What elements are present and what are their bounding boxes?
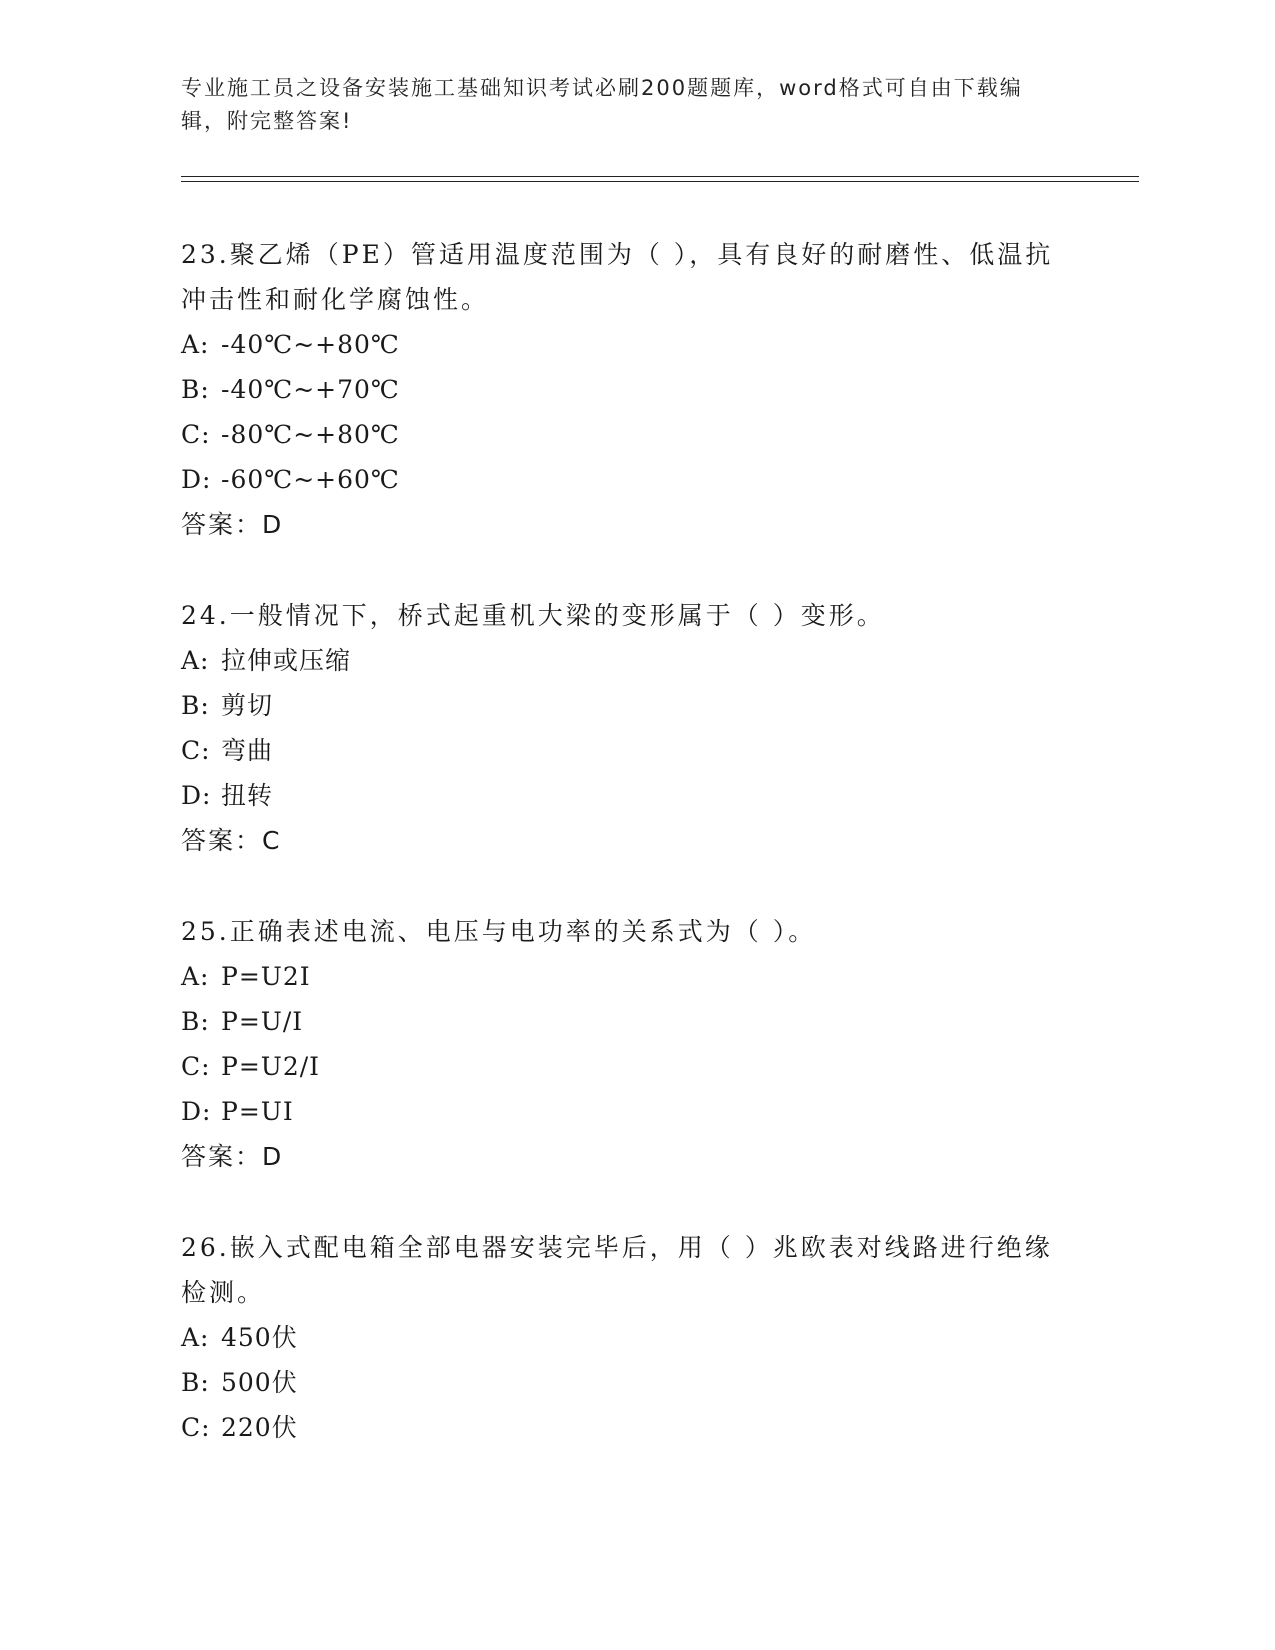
- answer-line: 答案：C: [181, 826, 282, 855]
- question-stem: 25.正确表述电流、电压与电功率的关系式为（ ）。: [181, 917, 817, 946]
- option-letter: A:: [181, 1323, 210, 1352]
- option-text: P=U2/I: [221, 1052, 321, 1081]
- option-b: [181, 367, 1061, 412]
- option-letter: C:: [181, 1413, 211, 1442]
- header-rule-bottom: [181, 181, 1139, 182]
- option-letter: D:: [181, 781, 212, 810]
- option-b: [181, 1360, 1061, 1405]
- option-text: -40℃~+70℃: [221, 375, 400, 404]
- question-26: [181, 1225, 1061, 1450]
- question-stem: 24.一般情况下，桥式起重机大梁的变形属于（ ）变形。: [181, 601, 885, 630]
- option-b: [181, 683, 1061, 728]
- option-c: [181, 1405, 1061, 1450]
- option-letter: A:: [181, 330, 210, 359]
- option-text: 500伏: [221, 1368, 298, 1397]
- option-letter: B:: [181, 375, 210, 404]
- option-text: P=U2I: [221, 962, 311, 991]
- header-rule-top: [181, 176, 1139, 177]
- option-c: [181, 728, 1061, 773]
- option-text: 剪切: [221, 691, 274, 720]
- option-text: 450伏: [221, 1323, 298, 1352]
- answer-line: 答案：D: [181, 1142, 284, 1171]
- question-list: [181, 232, 1061, 1496]
- option-letter: C:: [181, 736, 211, 765]
- question-24: [181, 593, 1061, 863]
- option-letter: D:: [181, 1097, 212, 1126]
- option-text: P=UI: [221, 1097, 294, 1126]
- option-c: [181, 1044, 1061, 1089]
- option-letter: B:: [181, 1368, 210, 1397]
- option-b: [181, 999, 1061, 1044]
- option-letter: C:: [181, 420, 211, 449]
- question-stem: 23.聚乙烯（PE）管适用温度范围为（ ），具有良好的耐磨性、低温抗冲击性和耐化学腐蚀性。: [181, 240, 1054, 314]
- option-letter: C:: [181, 1052, 211, 1081]
- option-text: 扭转: [221, 781, 274, 810]
- option-a: [181, 954, 1061, 999]
- option-c: [181, 412, 1061, 457]
- option-text: -60℃~+60℃: [221, 465, 400, 494]
- question-25: [181, 909, 1061, 1179]
- option-text: P=U/I: [221, 1007, 304, 1036]
- option-text: -80℃~+80℃: [221, 420, 400, 449]
- option-letter: A:: [181, 962, 210, 991]
- option-text: 弯曲: [221, 736, 274, 765]
- option-letter: B:: [181, 691, 210, 720]
- document-header: 专业施工员之设备安装施工基础知识考试必刷200题题库，word格式可自由下载编辑，附完整答案!: [181, 76, 1023, 133]
- answer-line: 答案：D: [181, 510, 284, 539]
- question-stem: 26.嵌入式配电箱全部电器安装完毕后，用（ ）兆欧表对线路进行绝缘检测。: [181, 1233, 1053, 1307]
- option-letter: B:: [181, 1007, 210, 1036]
- option-text: 220伏: [221, 1413, 298, 1442]
- option-a: [181, 1315, 1061, 1360]
- question-23: [181, 232, 1061, 547]
- option-letter: A:: [181, 646, 210, 675]
- option-text: -40℃~+80℃: [221, 330, 400, 359]
- option-d: [181, 457, 1061, 502]
- option-a: [181, 322, 1061, 367]
- option-d: [181, 1089, 1061, 1134]
- option-d: [181, 773, 1061, 818]
- option-a: [181, 638, 1061, 683]
- option-text: 拉伸或压缩: [221, 646, 352, 675]
- option-letter: D:: [181, 465, 212, 494]
